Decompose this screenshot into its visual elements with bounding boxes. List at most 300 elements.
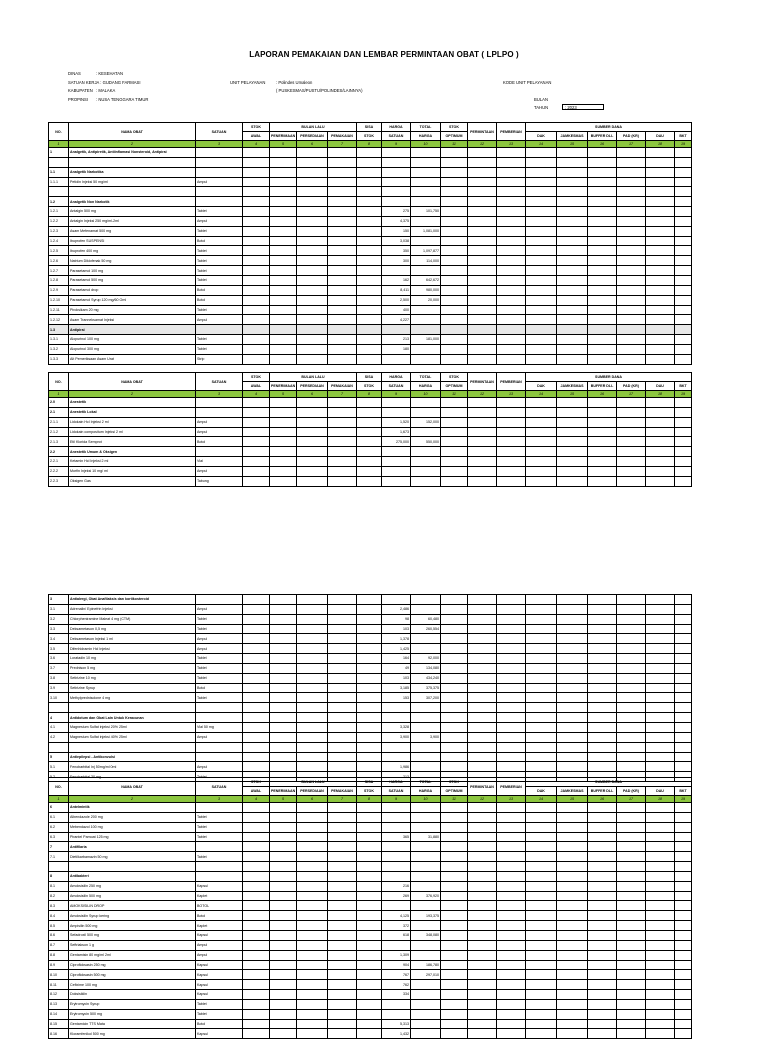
row-harga-satuan: 103 <box>382 673 411 683</box>
row-unit: Tabung <box>196 476 243 486</box>
row-cell <box>588 999 617 1009</box>
row-harga-satuan: 213 <box>382 335 411 345</box>
row-persediaan <box>297 980 328 990</box>
row-drug-name: Antalgin Injeksi 250 mg/ml-2ml <box>69 216 196 226</box>
col-number: 4 <box>243 796 270 803</box>
row-total-harga <box>411 762 441 772</box>
row-sisa-stok <box>357 187 382 197</box>
row-no: 1.2.8 <box>49 275 69 285</box>
row-cell <box>588 437 617 447</box>
row-cell <box>526 1009 557 1019</box>
row-cell <box>557 832 588 842</box>
row-drug-name: Doksisiklin <box>69 990 196 1000</box>
row-cell <box>441 315 468 325</box>
row-cell <box>646 167 675 177</box>
row-cell <box>675 466 692 476</box>
row-cell <box>675 207 692 217</box>
row-cell <box>675 911 692 921</box>
row-pemakaian <box>328 157 357 167</box>
row-cell <box>675 167 692 177</box>
row-cell <box>557 703 588 713</box>
row-stok-awal <box>243 187 270 197</box>
row-stok-awal <box>243 999 270 1009</box>
row-persediaan <box>297 624 328 634</box>
row-pemakaian <box>328 703 357 713</box>
row-cell <box>675 940 692 950</box>
row-no: 8.9 <box>49 960 69 970</box>
row-harga-satuan: 400 <box>382 305 411 315</box>
row-drug-name <box>69 862 196 872</box>
col-jamkesmas: JAMKESMAS <box>557 787 588 796</box>
row-persediaan <box>297 285 328 295</box>
row-harga-satuan <box>382 842 411 852</box>
row-cell <box>588 871 617 881</box>
table-row <box>49 970 692 980</box>
row-harga-satuan: 162 <box>382 275 411 285</box>
row-no: 8.15 <box>49 1019 69 1029</box>
row-cell <box>497 216 526 226</box>
row-cell <box>557 216 588 226</box>
col-jamkesmas: JAMKESMAS <box>557 382 588 391</box>
row-no: 8.7 <box>49 940 69 950</box>
row-penerimaan <box>270 295 297 305</box>
row-cell <box>468 354 497 364</box>
row-sisa-stok <box>357 644 382 654</box>
row-unit: Tablet <box>196 1009 243 1019</box>
row-cell <box>468 683 497 693</box>
row-cell <box>588 950 617 960</box>
row-cell <box>468 673 497 683</box>
row-cell <box>646 417 675 427</box>
row-total-harga <box>411 940 441 950</box>
table-row <box>49 634 692 644</box>
row-pemakaian <box>328 990 357 1000</box>
table-row <box>49 325 692 335</box>
table-row <box>49 921 692 931</box>
row-cell <box>526 803 557 813</box>
row-stok-awal <box>243 295 270 305</box>
row-harga-satuan: 216 <box>382 881 411 891</box>
row-cell <box>468 305 497 315</box>
row-pemakaian <box>328 980 357 990</box>
row-sisa-stok <box>357 256 382 266</box>
table-row <box>49 398 692 408</box>
row-drug-name: Antiepilepsi - Antikonvulsi <box>69 752 196 762</box>
row-cell <box>526 881 557 891</box>
row-cell <box>646 980 675 990</box>
row-no: 1.1.1 <box>49 177 69 187</box>
row-pemakaian <box>328 177 357 187</box>
row-persediaan <box>297 177 328 187</box>
row-penerimaan <box>270 911 297 921</box>
row-cell <box>617 871 646 881</box>
row-penerimaan <box>270 315 297 325</box>
row-total-harga <box>411 305 441 315</box>
col-total-2: HARGA <box>411 382 441 391</box>
row-cell <box>557 614 588 624</box>
row-cell <box>497 930 526 940</box>
row-stok-awal <box>243 466 270 476</box>
row-cell <box>557 466 588 476</box>
row-persediaan <box>297 663 328 673</box>
row-cell <box>497 167 526 177</box>
col-stok-awal-2: AWAL <box>243 787 270 796</box>
row-stok-awal <box>243 447 270 457</box>
row-cell <box>675 614 692 624</box>
row-stok-awal <box>243 634 270 644</box>
row-persediaan <box>297 713 328 723</box>
row-total-harga: 152,000 <box>411 417 441 427</box>
row-cell <box>468 466 497 476</box>
row-cell <box>441 246 468 256</box>
row-cell <box>526 703 557 713</box>
row-no: 6.1 <box>49 812 69 822</box>
col-optimum-2: OPTIMUM <box>441 132 468 141</box>
row-sisa-stok <box>357 693 382 703</box>
row-penerimaan <box>270 305 297 315</box>
row-cell <box>497 207 526 217</box>
row-harga-satuan: 4,227 <box>382 315 411 325</box>
row-cell <box>526 157 557 167</box>
row-cell <box>646 634 675 644</box>
row-penerimaan <box>270 285 297 295</box>
row-unit: Tablet <box>196 207 243 217</box>
row-no: 2.2.2 <box>49 466 69 476</box>
row-drug-name <box>69 157 196 167</box>
table-row <box>49 940 692 950</box>
row-cell <box>497 325 526 335</box>
row-cell <box>675 437 692 447</box>
row-sisa-stok <box>357 604 382 614</box>
row-total-harga: 3,900 <box>411 732 441 742</box>
row-cell <box>441 285 468 295</box>
row-drug-name: Asam Mefenamat 500 mg <box>69 226 196 236</box>
row-cell <box>441 447 468 457</box>
table-row <box>49 457 692 467</box>
row-penerimaan <box>270 663 297 673</box>
row-cell <box>468 921 497 931</box>
row-cell <box>675 344 692 354</box>
row-cell <box>441 683 468 693</box>
row-cell <box>526 852 557 862</box>
row-no: 1.2.2 <box>49 216 69 226</box>
row-cell <box>557 1029 588 1039</box>
row-penerimaan <box>270 732 297 742</box>
row-cell <box>441 732 468 742</box>
row-cell <box>646 673 675 683</box>
row-stok-awal <box>243 207 270 217</box>
row-cell <box>468 930 497 940</box>
col-pemakaian: PEMAKAIAN <box>328 132 357 141</box>
row-harga-satuan <box>382 803 411 813</box>
row-cell <box>441 266 468 276</box>
row-unit: Ampul <box>196 427 243 437</box>
row-cell <box>441 950 468 960</box>
row-cell <box>617 742 646 752</box>
report-title: LAPORAN PEMAKAIAN DAN LEMBAR PERMINTAAN OBAT ( LPLPO ) <box>249 50 519 59</box>
col-number: 13 <box>497 141 526 148</box>
row-cell <box>468 398 497 408</box>
row-stok-awal <box>243 693 270 703</box>
row-penerimaan <box>270 457 297 467</box>
row-unit: Ampul <box>196 417 243 427</box>
table-row <box>49 812 692 822</box>
col-number: 10 <box>411 796 441 803</box>
row-cell <box>675 256 692 266</box>
row-harga-satuan <box>382 457 411 467</box>
row-cell <box>468 752 497 762</box>
unit-pelayanan-label: UNIT PELAYANAN <box>230 80 266 85</box>
table-row <box>49 417 692 427</box>
row-cell <box>588 167 617 177</box>
row-cell <box>646 842 675 852</box>
col-number: 6 <box>297 141 328 148</box>
row-stok-awal <box>243 980 270 990</box>
row-cell <box>497 604 526 614</box>
row-cell <box>441 197 468 207</box>
row-no: 4.1 <box>49 722 69 732</box>
col-number: 14 <box>526 796 557 803</box>
col-number: 14 <box>526 391 557 398</box>
row-cell <box>646 177 675 187</box>
row-drug-name: Lidokain compositum Injeksi 2 ml <box>69 427 196 437</box>
row-persediaan <box>297 654 328 664</box>
row-harga-satuan: 98 <box>382 614 411 624</box>
row-sisa-stok <box>357 871 382 881</box>
row-no <box>49 157 69 167</box>
row-cell <box>588 940 617 950</box>
row-cell <box>675 703 692 713</box>
propinsi-label: PROPINSI <box>68 97 89 102</box>
row-pemakaian <box>328 407 357 417</box>
row-cell <box>497 822 526 832</box>
col-sisa: SISA <box>357 373 382 382</box>
row-cell <box>617 1029 646 1039</box>
row-cell <box>646 693 675 703</box>
row-sisa-stok <box>357 315 382 325</box>
table-row <box>49 654 692 664</box>
row-stok-awal <box>243 325 270 335</box>
row-penerimaan <box>270 713 297 723</box>
row-pemakaian <box>328 197 357 207</box>
row-no: 2.2.3 <box>49 476 69 486</box>
row-unit: Tablet <box>196 344 243 354</box>
row-stok-awal <box>243 315 270 325</box>
row-cell <box>617 970 646 980</box>
row-harga-satuan: 1,309 <box>382 950 411 960</box>
row-no: 1.2.9 <box>49 285 69 295</box>
row-cell <box>588 157 617 167</box>
row-cell <box>675 644 692 654</box>
row-total-harga: 260,554 <box>411 624 441 634</box>
row-cell <box>497 1029 526 1039</box>
row-penerimaan <box>270 1029 297 1039</box>
row-harga-satuan <box>382 266 411 276</box>
row-cell <box>675 427 692 437</box>
row-harga-satuan: 350 <box>382 246 411 256</box>
row-no: 1.3.3 <box>49 354 69 364</box>
row-stok-awal <box>243 822 270 832</box>
row-pemakaian <box>328 476 357 486</box>
row-total-harga <box>411 427 441 437</box>
row-drug-name: Petidin Injeksi 50 mg/ml <box>69 177 196 187</box>
row-drug-name: Methylprednisolone 4 mg <box>69 693 196 703</box>
table-row <box>49 1029 692 1039</box>
row-cell <box>497 673 526 683</box>
row-penerimaan <box>270 634 297 644</box>
row-pemakaian <box>328 295 357 305</box>
row-unit: Tablet <box>196 812 243 822</box>
row-cell <box>441 157 468 167</box>
row-total-harga <box>411 457 441 467</box>
row-sisa-stok <box>357 742 382 752</box>
row-cell <box>557 285 588 295</box>
row-cell <box>526 466 557 476</box>
row-stok-awal <box>243 398 270 408</box>
row-cell <box>468 236 497 246</box>
row-cell <box>557 713 588 723</box>
row-cell <box>468 226 497 236</box>
row-drug-name: Ampisilin 500 mg <box>69 921 196 931</box>
row-cell <box>617 901 646 911</box>
row-unit: Tablet <box>196 852 243 862</box>
row-cell <box>675 246 692 256</box>
row-total-harga: 348,080 <box>411 930 441 940</box>
row-no: 1.2.5 <box>49 246 69 256</box>
row-total-harga <box>411 842 441 852</box>
row-drug-name: Setirizine 10 mg <box>69 673 196 683</box>
row-cell <box>588 921 617 931</box>
row-cell <box>646 1009 675 1019</box>
col-nama-obat: NAMA OBAT <box>69 778 196 796</box>
row-no: 1.2.10 <box>49 295 69 305</box>
row-cell <box>468 216 497 226</box>
row-penerimaan <box>270 266 297 276</box>
row-cell <box>497 891 526 901</box>
row-cell <box>526 266 557 276</box>
row-cell <box>441 654 468 664</box>
row-cell <box>675 901 692 911</box>
row-unit: Tablet <box>196 772 243 782</box>
table-row <box>49 862 692 872</box>
row-sisa-stok <box>357 437 382 447</box>
col-number: 2 <box>69 391 196 398</box>
row-pemakaian <box>328 285 357 295</box>
row-total-harga <box>411 1009 441 1019</box>
row-total-harga: 181,000 <box>411 335 441 345</box>
row-penerimaan <box>270 335 297 345</box>
row-cell <box>646 398 675 408</box>
row-cell <box>617 148 646 158</box>
col-no: NO. <box>49 123 69 141</box>
row-pemakaian <box>328 148 357 158</box>
row-cell <box>468 335 497 345</box>
col-number: 12 <box>468 796 497 803</box>
row-persediaan <box>297 1029 328 1039</box>
row-cell <box>441 427 468 437</box>
row-sisa-stok <box>357 891 382 901</box>
row-harga-satuan: 300 <box>382 256 411 266</box>
col-permintaan: PERMINTAAN <box>468 778 497 796</box>
row-persediaan <box>297 960 328 970</box>
row-penerimaan <box>270 148 297 158</box>
row-persediaan <box>297 295 328 305</box>
col-buffer: BUFFER DLL <box>588 132 617 141</box>
row-cell <box>526 236 557 246</box>
row-stok-awal <box>243 407 270 417</box>
row-cell <box>588 742 617 752</box>
row-cell <box>526 812 557 822</box>
row-harga-satuan: 275,000 <box>382 437 411 447</box>
row-persediaan <box>297 236 328 246</box>
row-unit <box>196 398 243 408</box>
row-pemakaian <box>328 457 357 467</box>
row-cell <box>526 654 557 664</box>
row-no: 3.7 <box>49 663 69 673</box>
row-cell <box>557 476 588 486</box>
table-row <box>49 315 692 325</box>
row-unit <box>196 447 243 457</box>
row-cell <box>646 604 675 614</box>
col-harga: HARGA <box>382 373 411 382</box>
col-stok-awal: STOK <box>243 123 270 132</box>
row-persediaan <box>297 881 328 891</box>
row-total-harga: 375,375 <box>411 683 441 693</box>
col-number: 1 <box>49 391 69 398</box>
row-sisa-stok <box>357 713 382 723</box>
row-unit <box>196 595 243 605</box>
row-penerimaan <box>270 803 297 813</box>
row-persediaan <box>297 862 328 872</box>
table-row <box>49 891 692 901</box>
row-cell <box>617 822 646 832</box>
row-persediaan <box>297 693 328 703</box>
row-cell <box>588 305 617 315</box>
row-cell <box>675 266 692 276</box>
row-cell <box>497 911 526 921</box>
col-sisa-2: STOK <box>357 787 382 796</box>
row-cell <box>617 457 646 467</box>
col-stok-awal: STOK <box>243 373 270 382</box>
row-cell <box>557 305 588 315</box>
row-cell <box>588 803 617 813</box>
row-cell <box>617 722 646 732</box>
row-cell <box>588 266 617 276</box>
row-cell <box>617 407 646 417</box>
row-cell <box>646 226 675 236</box>
row-total-harga <box>411 713 441 723</box>
row-drug-name: Loratadin 10 mg <box>69 654 196 664</box>
row-cell <box>441 713 468 723</box>
row-cell <box>497 881 526 891</box>
row-total-harga: 642,672 <box>411 275 441 285</box>
row-unit <box>196 167 243 177</box>
table-row <box>49 466 692 476</box>
row-cell <box>646 216 675 226</box>
row-cell <box>468 634 497 644</box>
row-cell <box>557 683 588 693</box>
row-harga-satuan <box>382 940 411 950</box>
col-sisa: SISA <box>357 123 382 132</box>
row-cell <box>617 216 646 226</box>
row-cell <box>588 703 617 713</box>
row-cell <box>675 930 692 940</box>
row-pemakaian <box>328 644 357 654</box>
row-cell <box>675 980 692 990</box>
tahun-value: : 2023 <box>562 104 604 110</box>
row-cell <box>646 881 675 891</box>
row-pemakaian <box>328 921 357 931</box>
